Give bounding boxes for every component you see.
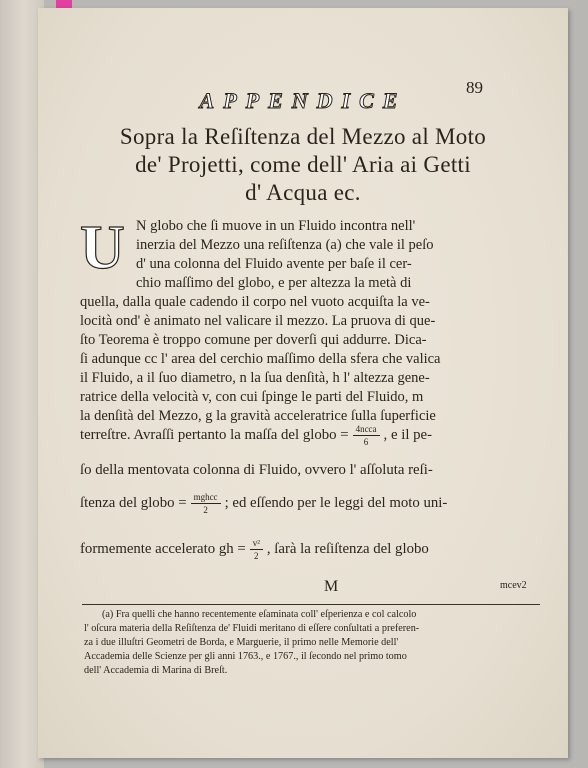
equation-line-gravity: [80, 538, 429, 561]
equation-text: ſtenza del globo =: [80, 494, 187, 511]
equation-text: ; ed eſſendo per le leggi del moto uni-: [224, 494, 448, 511]
section-heading: APPENDICE: [199, 88, 407, 113]
title-line-3: d' Acqua ec.: [245, 180, 361, 205]
signature-mark: M: [324, 578, 339, 595]
body-line: inerzia del Mezzo una reſiſtenza (a) che vale il peſo: [136, 237, 434, 253]
body-line: d' una colonna del Fluido avente per baſe il cer-: [136, 256, 412, 272]
fraction: [191, 492, 221, 515]
fraction-numerator: mghcc: [191, 492, 221, 504]
title-line-2: de' Projetti, come dell' Aria ai Getti: [135, 152, 471, 177]
fraction-denominator: 2: [203, 505, 208, 515]
body-line: locità ond' è animato nel valicare il mezzo. La pruova di que-: [80, 313, 436, 329]
fraction: [250, 538, 263, 561]
drop-cap: U: [80, 214, 125, 282]
equation-text: , ſarà la reſiſtenza del globo: [266, 540, 429, 557]
equation-line-mass: [80, 424, 432, 447]
body-line: chio maſſimo del globo, e per altezza la metà di: [136, 275, 412, 291]
footnote-line: za i due illuſtri Geometri de Borda, e Marguerie, il primo nelle Memorie dell': [84, 637, 399, 648]
title-line-1: Sopra la Reſiſtenza del Mezzo al Moto: [119, 124, 487, 149]
body-line: la denſità del Mezzo, g la gravità acceleratrice ſulla ſuperficie: [80, 408, 436, 424]
footnote-rule: [82, 604, 540, 605]
catchword: mcev2: [500, 580, 527, 591]
fraction-numerator: v²: [250, 538, 263, 550]
footnote-line: Accademia delle Scienze per gli anni 1763., e 1767., il ſecondo nel primo tomo: [84, 651, 407, 662]
equation-text: , e il pe-: [383, 426, 433, 443]
body-line: ratrice della velocità v, con cui ſpinge le parti del Fluido, m: [80, 389, 424, 405]
body-line: ſo della mentovata colonna di Fluido, ovvero l' aſſoluta reſi-: [80, 462, 433, 478]
body-line: N globo che ſi muove in un Fluido incontra nell': [136, 218, 416, 234]
footnote-line: dell' Accademia di Marina di Breſt.: [84, 665, 228, 676]
fraction-numerator: 4ncca: [353, 424, 380, 436]
fraction: [353, 424, 380, 447]
fraction-denominator: 6: [363, 437, 369, 447]
equation-text: terreſtre. Avraſſi pertanto la maſſa del globo =: [80, 426, 349, 443]
equation-line-resistance: [80, 492, 447, 515]
footnote-line: l' oſcura materia della Reſiſtenza de' Fluidi meritano di eſſere conſultati a preferen-: [84, 623, 420, 634]
book-page: [38, 8, 568, 758]
body-line: ſto Teorema è troppo comune per doverſi qui addurre. Dica-: [80, 332, 427, 348]
fraction-denominator: 2: [254, 551, 259, 561]
body-line: quella, dalla quale cadendo il corpo nel vuoto acquiſta la ve-: [80, 294, 430, 310]
equation-text: formemente accelerato gh =: [80, 540, 246, 557]
body-line: ſi adunque cc l' area del cerchio maſſimo della sfera che valica: [80, 351, 441, 367]
page-number: 89: [466, 78, 483, 97]
footnote-line: (a) Fra quelli che hanno recentemente eſaminata coll' eſperienza e col calcolo: [102, 609, 417, 620]
body-line: il Fluido, a il ſuo diametro, n la ſua denſità, h l' altezza gene-: [80, 370, 430, 386]
